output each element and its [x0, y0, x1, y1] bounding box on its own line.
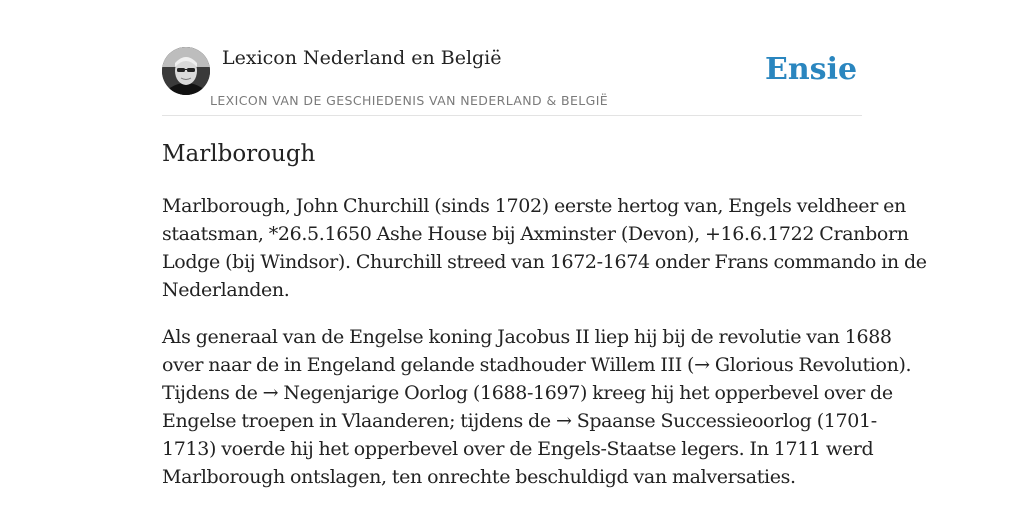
paragraph-line: Nederlanden. [162, 279, 290, 301]
source-name[interactable]: Lexicon Nederland en België [222, 47, 502, 69]
paragraph-line: Engelse troepen in Vlaanderen; tijdens de → Spaanse Successieoorlog (1701- [162, 410, 877, 432]
paragraph-line: 1713) voerde hij het opperbevel over de Engels-Staatse legers. In 1711 werd [162, 438, 874, 460]
paragraph-line: Als generaal van de Engelse koning Jacobus II liep hij bij de revolutie van 1688 [162, 326, 892, 348]
author-avatar[interactable] [162, 47, 210, 95]
article-body [162, 192, 927, 510]
paragraph-1 [162, 192, 927, 304]
paragraph-line: over naar de in Engeland gelande stadhouder Willem III (→ Glorious Revolution). [162, 354, 912, 376]
paragraph-line: Tijdens de → Negenjarige Oorlog (1688-1697) kreeg hij het opperbevel over de [162, 382, 893, 404]
paragraph-2 [162, 323, 912, 491]
paragraph-line: Marlborough, John Churchill (sinds 1702) eerste hertog van, Engels veldheer en [162, 195, 906, 217]
paragraph-line: Lodge (bij Windsor). Churchill streed van 1672-1674 onder Frans commando in de [162, 251, 927, 273]
source-subtitle[interactable]: LEXICON VAN DE GESCHIEDENIS VAN NEDERLAND & BELGIË [210, 93, 609, 108]
paragraph-line: Marlborough ontslagen, ten onrechte beschuldigd van malversaties. [162, 466, 796, 488]
brand-logo[interactable]: Ensie [765, 52, 858, 87]
paragraph-line: staatsman, *26.5.1650 Ashe House bij Axminster (Devon), +16.6.1722 Cranborn [162, 223, 909, 245]
author-portrait-icon [162, 47, 210, 95]
header-divider [162, 115, 862, 116]
article-title: Marlborough [162, 141, 316, 167]
